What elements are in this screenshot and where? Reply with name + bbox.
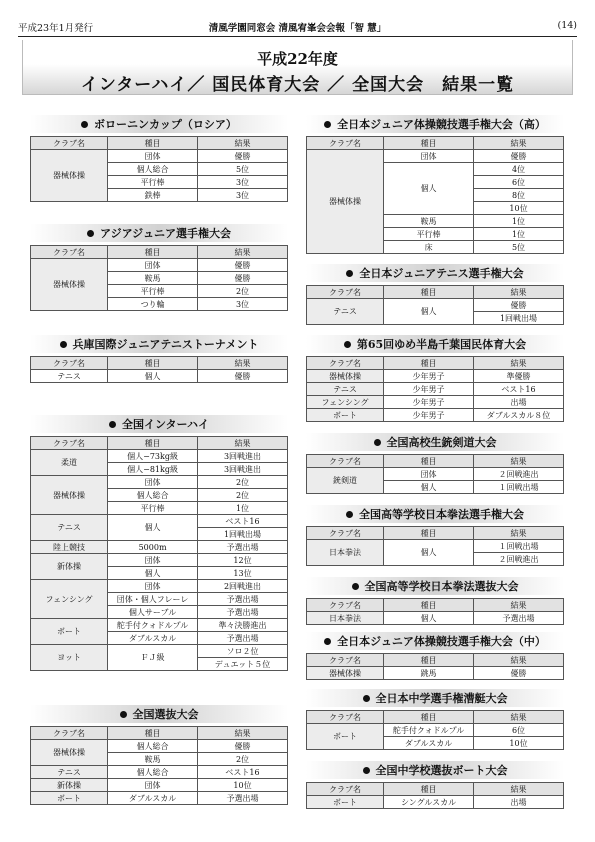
table-row: ダブルスカル 10位: [307, 737, 564, 750]
page-number: (14): [557, 20, 577, 31]
section-middleschool-rowing: [306, 689, 564, 750]
results-table: クラブ名 種目 結果 ボート 舵手付クォドルプル 6位 ダブルスカル 10位: [306, 710, 564, 750]
results-table: クラブ名 種目 結果 テニス 個人 優勝 1回戦出場: [306, 285, 564, 325]
results-table: クラブ名 種目 結果 器械体操 少年男子 準優勝 テニス 少年男子 ベスト16 フェンシング 少年男子 出場 ボート 少年男子 ダブルスカル８位: [306, 356, 564, 422]
table-row: 平行棒 1位: [307, 228, 564, 241]
table-row: 鞍馬 2位: [31, 753, 288, 766]
table-row: 個人サーブル 予選出場: [31, 606, 288, 619]
bullet-icon: [81, 121, 88, 128]
table-row: テニス 個人総合 ベスト16: [31, 766, 288, 779]
table-row: テニス 個人 優勝: [307, 299, 564, 312]
section-kempo-senbatsu: [306, 577, 564, 625]
table-row: ダブルスカル 予選出場: [31, 632, 288, 645]
bullet-icon: [87, 230, 94, 237]
newsletter-name: 清風学園同窓会 清風宥峯会会報「智 慧」: [208, 23, 387, 34]
table-row: 個人総合 5位: [31, 163, 288, 176]
table-row: 6位: [307, 176, 564, 189]
bullet-icon: [346, 511, 353, 518]
bullet-icon: [324, 638, 331, 645]
results-table: クラブ名 種目 結果 日本拳法 個人 １回戦出場 ２回戦進出: [306, 526, 564, 566]
section-kokutai: [306, 335, 564, 422]
table-row: 個人 １回戦出場: [307, 481, 564, 494]
table-row: ヨット ＦＪ級 ソロ２位: [31, 645, 288, 658]
results-table: クラブ名 種目 結果 日本拳法 個人 予選出場: [306, 598, 564, 625]
table-row: 1回戦出場: [307, 312, 564, 325]
table-row: ボート 少年男子 ダブルスカル８位: [307, 409, 564, 422]
section-title: 全日本ジュニア体操競技選手権大会（高）: [306, 115, 564, 133]
table-row: つり輪 3位: [31, 298, 288, 311]
bullet-icon: [109, 421, 116, 428]
section-title: 全国中学校選抜ボート大会: [306, 761, 564, 779]
section-title: 兵庫国際ジュニアテニストーナメント: [30, 335, 288, 353]
table-row: デュエット５位: [31, 658, 288, 671]
table-row: 個人−81kg級 3回戦進出: [31, 463, 288, 476]
table-row: 団体・個人フレーレ 予選出場: [31, 593, 288, 606]
bullet-icon: [120, 711, 127, 718]
section-title: アジアジュニア選手権大会: [30, 224, 288, 242]
bullet-icon: [344, 341, 351, 348]
table-row: 個人総合 2位: [31, 489, 288, 502]
section-title: 全国高校生銃剣道大会: [306, 433, 564, 451]
bullet-icon: [363, 767, 370, 774]
results-table: クラブ名 種目 結果 器械体操 団体 優勝 鞍馬 優勝 平行棒 2位 つり輪 3位: [30, 245, 288, 311]
table-row: フェンシング 少年男子 出場: [307, 396, 564, 409]
section-junior-gym-middleschool: [306, 632, 564, 680]
section-title: 全日本ジュニアテニス選手権大会: [306, 264, 564, 282]
page-title: インターハイ／ 国民体育大会 ／ 全国大会 結果一覧: [80, 75, 515, 95]
table-row: ボート シングルスカル 出場: [307, 796, 564, 809]
table-row: 個人 13位: [31, 567, 288, 580]
page-header: [18, 20, 577, 34]
table-row: ボート 舵手付クォドルプル 6位: [307, 724, 564, 737]
results-table: クラブ名 種目 結果 柔道 個人−73kg級 3回戦進出 個人−81kg級 3回戦進出 器械体操 団体 2位 個人総合 2位 平行棒 1位 テニス 個人 ベスト16 1回戦出場 陸上競技 5000m 予選出場 新体操 団体 12位 個人 13位 フェンシング 団体 2回戦進出 団体・個人フレーレ 予選出場 個人サーブル 予選出場 ボート 舵手付クォドルプル 準々決勝進出 ダブルスカル 予選出場 ヨット ＦＪ級 ソロ２位 デュエット５位: [30, 436, 288, 671]
table-row: 器械体操 団体 2位: [31, 476, 288, 489]
section-title: 全日本中学選手権漕艇大会: [306, 689, 564, 707]
table-row: 8位: [307, 189, 564, 202]
table-row: 鉄棒 3位: [31, 189, 288, 202]
table-row: 1回戦出場: [31, 528, 288, 541]
bullet-icon: [374, 439, 381, 446]
results-table: クラブ名 種目 結果 器械体操 団体 優勝 個人 4位 6位 8位 10位 鞍馬 1位 平行棒 1位 床 5位: [306, 136, 564, 254]
section-interhigh: [30, 415, 288, 671]
results-table: クラブ名 種目 結果 器械体操 個人総合 優勝 鞍馬 2位 テニス 個人総合 ベスト16 新体操 団体 10位 ボート ダブルスカル 予選出場: [30, 726, 288, 805]
table-row: 床 5位: [307, 241, 564, 254]
issue-date: 平成23年1月発行: [18, 23, 94, 34]
section-title: 全日本ジュニア体操競技選手権大会（中）: [306, 632, 564, 650]
table-row: 器械体操 団体 優勝: [307, 150, 564, 163]
table-row: ２回戦進出: [307, 553, 564, 566]
table-row: 新体操 団体 10位: [31, 779, 288, 792]
table-row: フェンシング 団体 2回戦進出: [31, 580, 288, 593]
bullet-icon: [60, 341, 67, 348]
results-table: クラブ名 種目 結果 器械体操 団体 優勝 個人総合 5位 平行棒 3位 鉄棒 3位: [30, 136, 288, 202]
section-junior-tennis: [306, 264, 564, 325]
table-row: 平行棒 1位: [31, 502, 288, 515]
header-rule: [18, 36, 577, 37]
table-row: ボート 舵手付クォドルプル 準々決勝進出: [31, 619, 288, 632]
table-row: 柔道 個人−73kg級 3回戦進出: [31, 450, 288, 463]
table-row: 鞍馬 優勝: [31, 272, 288, 285]
table-row: テニス 少年男子 ベスト16: [307, 383, 564, 396]
section-middleschool-boat: [306, 761, 564, 809]
table-row: 10位: [307, 202, 564, 215]
table-row: 器械体操 団体 優勝: [31, 150, 288, 163]
section-title: 全国高等学校日本拳法選抜大会: [306, 577, 564, 595]
table-row: 平行棒 3位: [31, 176, 288, 189]
bullet-icon: [352, 583, 359, 590]
table-row: 日本拳法 個人 １回戦出場: [307, 540, 564, 553]
section-title: ボローニンカップ（ロシア）: [30, 115, 288, 133]
table-row: ボート ダブルスカル 予選出場: [31, 792, 288, 805]
section-junior-gym-highschool: [306, 115, 564, 254]
table-row: 銃剣道 団体 ２回戦進出: [307, 468, 564, 481]
section-title: 全国インターハイ: [30, 415, 288, 433]
section-hyogo-tennis: [30, 335, 288, 383]
section-asia-junior: [30, 224, 288, 311]
section-title: 第65回ゆめ半島千葉国民体育大会: [306, 335, 564, 353]
table-row: 新体操 団体 12位: [31, 554, 288, 567]
section-title: 全国高等学校日本拳法選手権大会: [306, 505, 564, 523]
section-senbatsu: [30, 705, 288, 805]
results-table: クラブ名 種目 結果 テニス 個人 優勝: [30, 356, 288, 383]
results-table: クラブ名 種目 結果 ボート シングルスカル 出場: [306, 782, 564, 809]
table-row: 陸上競技 5000m 予選出場: [31, 541, 288, 554]
table-row: テニス 個人 ベスト16: [31, 515, 288, 528]
table-row: 平行棒 2位: [31, 285, 288, 298]
table-row: テニス 個人 優勝: [31, 370, 288, 383]
bullet-icon: [324, 121, 331, 128]
section-kempo-championship: [306, 505, 564, 566]
results-table: クラブ名 種目 結果 銃剣道 団体 ２回戦進出 個人 １回戦出場: [306, 454, 564, 494]
table-row: 日本拳法 個人 予選出場: [307, 612, 564, 625]
bullet-icon: [363, 695, 370, 702]
table-row: 個人 4位: [307, 163, 564, 176]
table-row: 鞍馬 1位: [307, 215, 564, 228]
page-title-year: 平成22年度: [257, 50, 338, 68]
section-title: 全国選抜大会: [30, 705, 288, 723]
table-row: 器械体操 少年男子 準優勝: [307, 370, 564, 383]
table-row: 器械体操 団体 優勝: [31, 259, 288, 272]
section-jukendo: [306, 433, 564, 494]
section-borodinin-cup: [30, 115, 288, 202]
results-table: クラブ名 種目 結果 器械体操 跳馬 優勝: [306, 653, 564, 680]
table-row: 器械体操 跳馬 優勝: [307, 667, 564, 680]
bullet-icon: [346, 270, 353, 277]
table-row: 器械体操 個人総合 優勝: [31, 740, 288, 753]
